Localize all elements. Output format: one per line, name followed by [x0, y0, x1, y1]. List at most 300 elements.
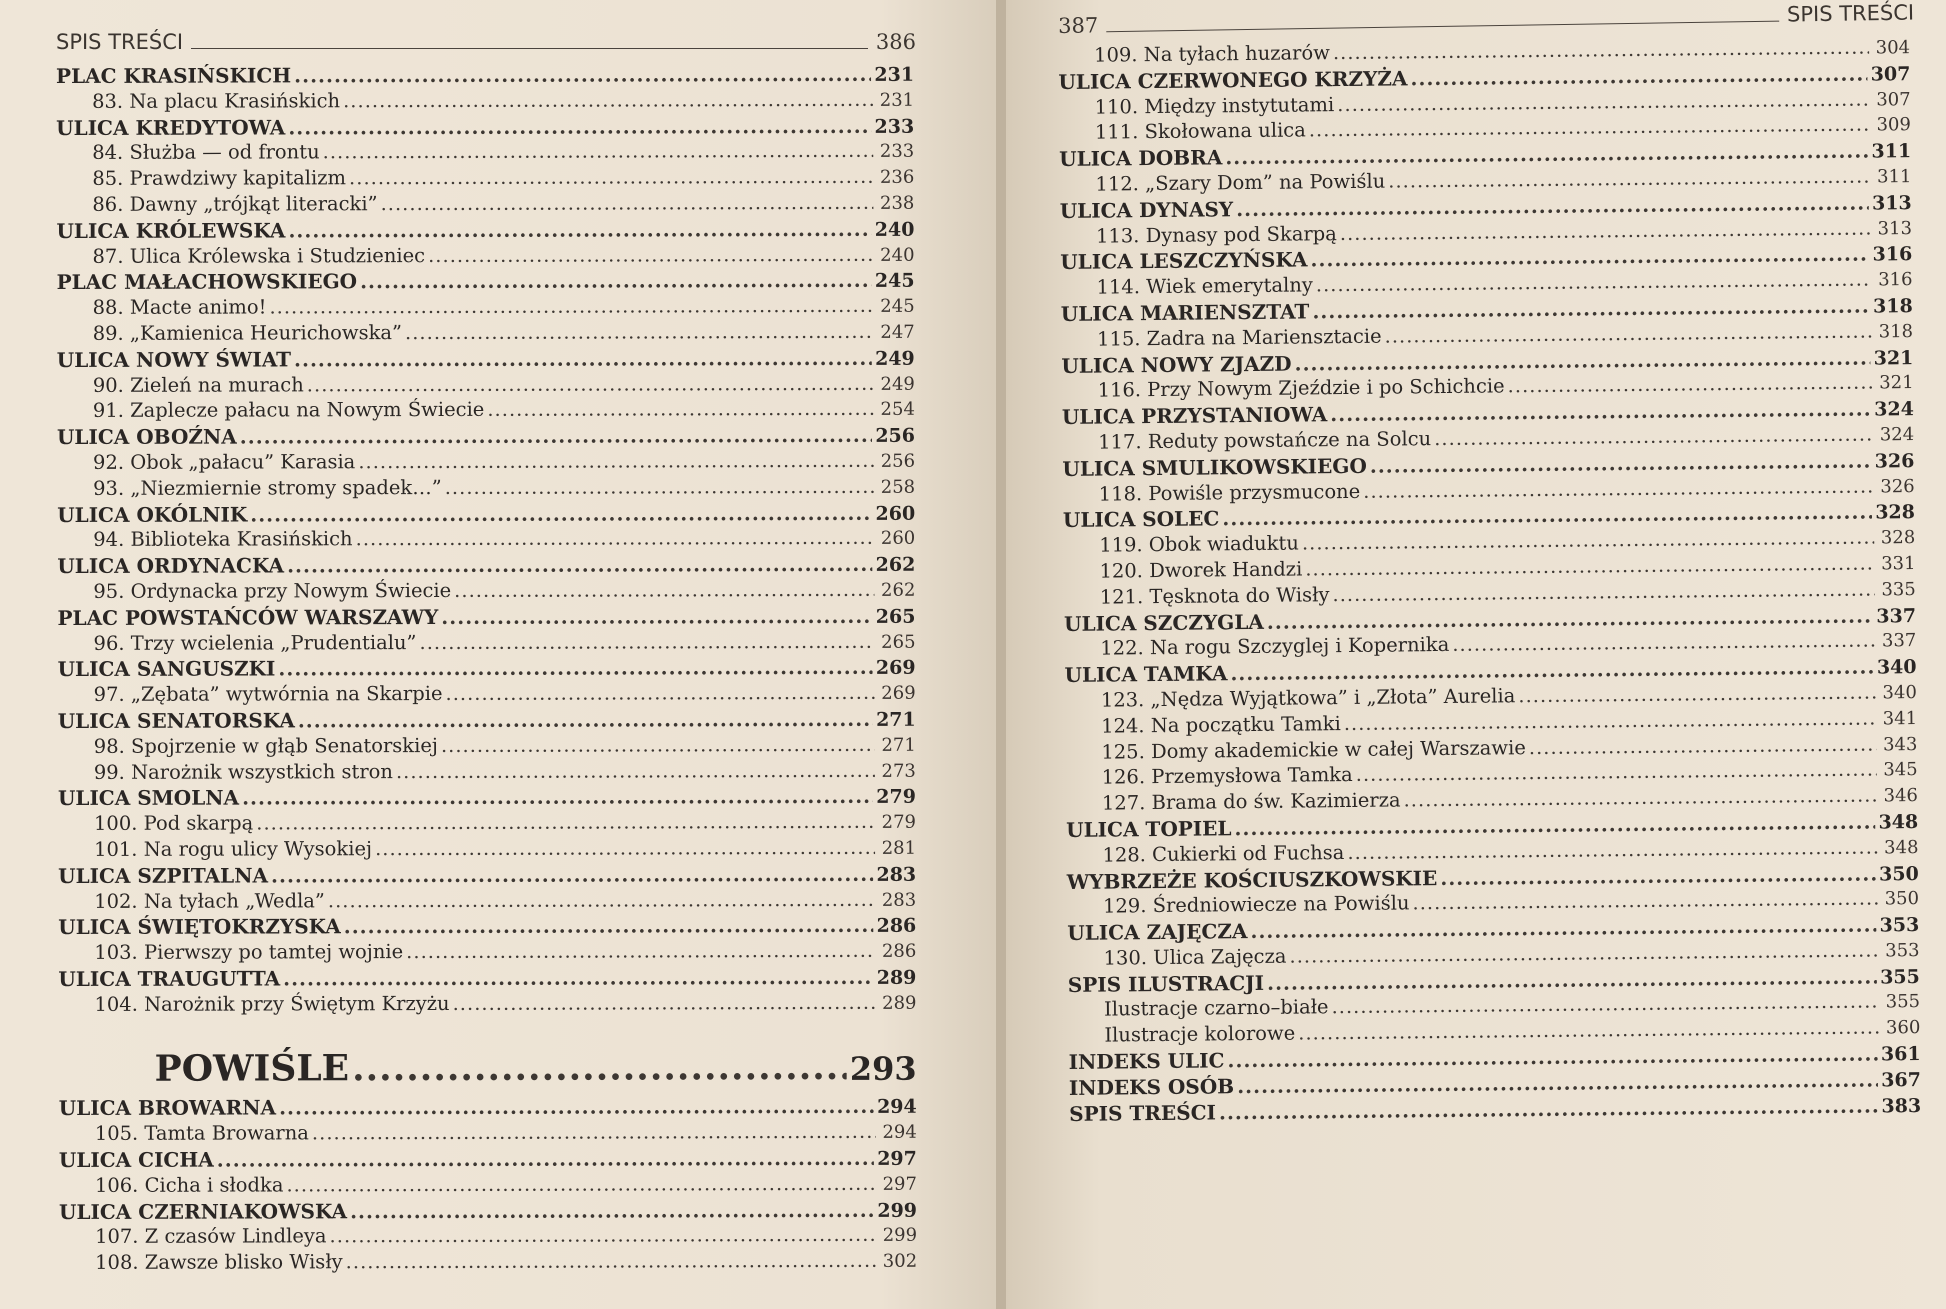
- toc-page-number: 345: [1883, 759, 1918, 781]
- toc-label: ULICA SENATORSKA: [57, 708, 295, 733]
- dot-leader: [356, 526, 875, 550]
- toc-label: Ilustracje czarno–białe: [1103, 995, 1329, 1022]
- toc-page-number: 353: [1879, 914, 1920, 937]
- toc-label: PLAC POWSTAŃCÓW WARSZAWY: [57, 604, 439, 630]
- dot-leader: [1518, 680, 1876, 707]
- toc-label: 98. Spojrzenie w głąb Senatorskiej: [93, 733, 438, 758]
- toc-page-number: 256: [875, 424, 916, 448]
- toc-section-row: [59, 1034, 917, 1090]
- toc-page-number: 328: [1880, 527, 1916, 549]
- toc-page-number: 286: [876, 915, 917, 938]
- toc-entry-row: [56, 191, 914, 219]
- toc-page-number: 260: [875, 502, 916, 525]
- toc-page-number: 249: [875, 347, 915, 370]
- toc-page-number: 279: [876, 786, 916, 809]
- toc-heading-row: [58, 655, 916, 683]
- toc-label: WYBRZEŻE KOŚCIUSZKOWSKIE: [1066, 865, 1438, 894]
- toc-entry-row: [57, 294, 915, 322]
- toc-page-number: 335: [1881, 578, 1916, 601]
- toc-label: PLAC KRASIŃSKICH: [56, 63, 292, 88]
- dot-leader: [242, 784, 873, 810]
- dot-leader: [1363, 474, 1874, 502]
- toc-entry-row: [57, 526, 915, 554]
- toc-page-number: 304: [1875, 37, 1911, 59]
- toc-label: Ilustracje kolorowe: [1104, 1021, 1296, 1047]
- dot-leader: [1356, 758, 1877, 786]
- toc-page-number: 353: [1885, 939, 1920, 962]
- toc-page-number: 309: [1876, 114, 1912, 136]
- toc-page-number: 269: [881, 682, 916, 704]
- dot-leader: [330, 1223, 877, 1247]
- toc-page-number: 311: [1876, 166, 1912, 188]
- toc-label: 101. Na rogu ulicy Wysokiej: [94, 837, 373, 861]
- toc-label: ULICA DYNASY: [1059, 196, 1234, 223]
- toc-label: 105. Tamta Browarna: [94, 1121, 309, 1146]
- toc-entry-row: [58, 887, 916, 915]
- toc-label: 129. Średniowiecze na Powiślu: [1102, 891, 1410, 918]
- toc-label: ULICA BROWARNA: [58, 1095, 277, 1121]
- toc-label: 121. Tęsknota do Wisły: [1099, 582, 1330, 609]
- toc-label: 119. Obok wiaduktu: [1099, 531, 1300, 557]
- toc-page-number: 383: [1881, 1094, 1922, 1118]
- dot-leader: [428, 242, 873, 266]
- toc-page-number: 271: [876, 708, 916, 731]
- toc-page-number: 231: [874, 63, 915, 86]
- toc-entry-row: [59, 1223, 917, 1251]
- toc-page-number: 283: [876, 863, 917, 886]
- toc-label: INDEKS ULIC: [1068, 1048, 1225, 1075]
- toc-label: 106. Cicha i słodka: [94, 1173, 284, 1197]
- toc-label: 96. Trzy wcielenia „Prudentialu”: [93, 630, 417, 655]
- toc-label: 122. Na rogu Szczyglej i Kopernika: [1100, 633, 1450, 660]
- toc-page-number: 326: [1880, 475, 1915, 497]
- toc-page-number: 289: [876, 966, 917, 989]
- toc-page-number: 271: [881, 734, 916, 756]
- toc-label: 102. Na tyłach „Wedla”: [94, 888, 325, 913]
- toc-heading-row: [57, 423, 915, 451]
- toc-page-number: 341: [1882, 707, 1918, 730]
- toc-label: 112. „Szary Dom” na Powiślu: [1095, 169, 1386, 196]
- toc-label: 87. Ulica Królewska i Studzieniec: [92, 243, 426, 268]
- toc-heading-row: [57, 268, 915, 296]
- toc-page-number: 293: [849, 1050, 917, 1089]
- toc-page-number: 350: [1878, 862, 1919, 885]
- dot-leader: [1316, 268, 1872, 297]
- toc-heading-row: [59, 1094, 917, 1122]
- toc-label: 91. Zaplecze pałacu na Nowym Świecie: [92, 398, 485, 423]
- toc-label: ULICA DOBRA: [1059, 145, 1223, 172]
- toc-page-number: 337: [1881, 630, 1917, 652]
- toc-label: PLAC MAŁACHOWSKIEGO: [56, 269, 358, 295]
- dot-leader: [1507, 371, 1872, 398]
- toc-entry-row: [58, 810, 916, 838]
- dot-leader: [1344, 706, 1877, 735]
- toc-page-number: 249: [880, 373, 915, 395]
- toc-entry-row: [59, 1120, 917, 1148]
- toc-page-number: 299: [882, 1225, 918, 1247]
- dot-leader: [1434, 422, 1873, 450]
- toc-label: 124. Na początku Tamki: [1101, 711, 1341, 738]
- toc-entry-row: [58, 732, 916, 760]
- toc-page-number: 240: [880, 244, 915, 266]
- left-header-title: SPIS TREŚCI: [56, 30, 184, 54]
- right-running-header: [1058, 1, 1914, 38]
- toc-page-number: 294: [882, 1122, 917, 1144]
- toc-page-number: 281: [881, 837, 917, 859]
- toc-label: ULICA SZPITALNA: [58, 863, 269, 888]
- dot-leader: [294, 62, 871, 88]
- toc-page-number: 258: [880, 476, 916, 498]
- dot-leader: [1289, 938, 1878, 967]
- toc-page-number: 337: [1876, 604, 1917, 627]
- toc-label: ULICA SMOLNA: [57, 785, 240, 811]
- toc-label: 107. Z czasów Lindleya: [95, 1224, 327, 1249]
- toc-label: ULICA LESZCZYŃSKA: [1060, 247, 1308, 275]
- toc-label: 128. Cukierki od Fuchsa: [1102, 840, 1345, 867]
- toc-entry-row: [58, 939, 916, 967]
- toc-entry-row: [57, 629, 915, 657]
- toc-label: 104. Narożnik przy Świętym Krzyżu: [94, 991, 450, 1016]
- header-rule: [191, 48, 868, 49]
- toc-entry-row: [59, 1172, 917, 1200]
- toc-page-number: 318: [1873, 295, 1913, 318]
- dot-leader: [1388, 164, 1870, 192]
- toc-label: ULICA NOWY ZJAZD: [1061, 351, 1292, 378]
- dot-leader: [381, 191, 874, 215]
- toc-label: POWIŚLE: [154, 1047, 350, 1091]
- left-running-header: [56, 30, 916, 54]
- toc-label: 116. Przy Nowym Zjeździe i po Schichcie: [1097, 374, 1505, 402]
- dot-leader: [343, 88, 873, 112]
- toc-page-number: 231: [879, 89, 915, 111]
- toc-entry-row: [57, 397, 915, 425]
- dot-leader: [1412, 887, 1878, 915]
- dot-leader: [453, 991, 876, 1015]
- toc-page-number: 240: [874, 218, 915, 241]
- toc-entry-row: [56, 88, 914, 116]
- toc-label: 115. Zadra na Mariensztacie: [1096, 324, 1382, 351]
- toc-page-number: 289: [882, 992, 917, 1014]
- toc-label: 84. Służba — od frontu: [92, 140, 320, 165]
- dot-leader: [1452, 629, 1875, 656]
- dot-leader: [323, 139, 874, 163]
- toc-page-number: 245: [880, 295, 915, 318]
- toc-page-number: 286: [881, 940, 917, 962]
- toc-page-number: 254: [880, 399, 915, 421]
- toc-page-number: 299: [877, 1199, 918, 1222]
- toc-label: 117. Reduty powstańcze na Solcu: [1098, 427, 1432, 454]
- toc-page-number: 307: [1876, 88, 1911, 111]
- toc-label: 97. „Zębata” wytwórnia na Skarpie: [93, 682, 443, 707]
- toc-label: 111. Skołowana ulica: [1094, 118, 1306, 145]
- toc-entry-row: [58, 758, 916, 786]
- toc-label: ULICA PRZYSTANIOWA: [1061, 402, 1328, 430]
- toc-label: ULICA OKÓLNIK: [57, 502, 248, 527]
- toc-label: ULICA ŚWIĘTOKRZYSKA: [58, 914, 341, 940]
- toc-label: ULICA MARIENSZTAT: [1060, 299, 1310, 326]
- dot-leader: [1370, 448, 1872, 477]
- toc-page-number: 316: [1878, 269, 1913, 291]
- toc-entry-row: [59, 1249, 917, 1277]
- toc-label: 114. Wiek emerytalny: [1096, 273, 1313, 299]
- toc-page-number: 355: [1885, 991, 1921, 1013]
- toc-heading-row: [59, 1197, 917, 1225]
- toc-page-number: 321: [1879, 372, 1914, 394]
- dot-leader: [396, 758, 875, 782]
- toc-page-number: 283: [881, 889, 917, 911]
- dot-leader: [269, 294, 873, 319]
- toc-page-number: 361: [1880, 1043, 1921, 1066]
- dot-leader: [405, 320, 874, 344]
- dot-leader: [256, 810, 875, 835]
- toc-label: 130. Ulica Zajęcza: [1103, 944, 1287, 970]
- toc-page-number: 233: [874, 115, 915, 138]
- toc-label: ULICA ZAJĘCZA: [1067, 919, 1248, 946]
- dot-leader: [1331, 990, 1879, 1019]
- toc-entry-row: [57, 475, 915, 503]
- dot-leader: [1440, 861, 1876, 890]
- toc-label: 123. „Nędza Wyjątkowa” i „Złota” Aurelia: [1100, 684, 1516, 712]
- dot-leader: [358, 449, 874, 473]
- toc-entry-row: [57, 578, 915, 606]
- toc-label: 118. Powiśle przysmucone: [1098, 479, 1361, 506]
- toc-page-number: 318: [1878, 320, 1914, 343]
- right-page-number: 387: [1058, 13, 1099, 38]
- dot-leader: [1529, 732, 1877, 759]
- toc-page-number: 265: [875, 605, 916, 628]
- dot-leader: [298, 707, 873, 733]
- dot-leader: [1298, 1016, 1879, 1045]
- toc-page-number: 269: [875, 657, 916, 680]
- toc-entry-row: [57, 371, 915, 399]
- toc-page-number: 326: [1874, 449, 1915, 473]
- dot-leader: [307, 371, 874, 395]
- toc-page-number: 260: [880, 528, 916, 550]
- toc-label: 100. Pod skarpą: [93, 811, 254, 836]
- dot-leader: [344, 913, 874, 938]
- toc-heading-row: [58, 861, 916, 889]
- toc-label: 99. Narożnik wszystkich stron: [93, 759, 393, 784]
- dot-leader: [1310, 242, 1869, 272]
- toc-page-number: 311: [1871, 140, 1912, 163]
- toc-label: ULICA SMULIKOWSKIEGO: [1062, 453, 1367, 481]
- toc-label: 94. Biblioteka Krasińskich: [93, 527, 353, 552]
- toc-page-number: 331: [1881, 552, 1916, 575]
- toc-page-number: 307: [1870, 62, 1911, 86]
- toc-label: ULICA TAMKA: [1064, 661, 1228, 688]
- toc-page-number: 236: [879, 166, 915, 189]
- toc-page-number: 279: [881, 811, 917, 833]
- toc-label: 126. Przemysłowa Tamka: [1101, 763, 1353, 789]
- toc-heading-row: [57, 603, 915, 631]
- toc-heading-row: [58, 784, 916, 812]
- dot-leader: [279, 1094, 874, 1120]
- toc-label: ULICA SOLEC: [1062, 506, 1220, 533]
- toc-entry-row: [56, 165, 914, 193]
- toc-label: 109. Na tyłach huzarów: [1093, 41, 1330, 67]
- dot-leader: [1410, 61, 1867, 90]
- dot-leader: [217, 1146, 875, 1172]
- right-page: [1006, 0, 1946, 1309]
- toc-heading-row: [59, 1146, 917, 1174]
- toc-page-number: 302: [882, 1251, 918, 1273]
- toc-page-number: 343: [1882, 733, 1918, 755]
- dot-leader: [240, 423, 873, 449]
- toc-label: SPIS TREŚCI: [1069, 1100, 1217, 1126]
- dot-leader: [406, 939, 875, 963]
- toc-heading-row: [58, 965, 916, 993]
- toc-label: 92. Obok „pałacu” Karasia: [93, 450, 356, 474]
- toc-entry-row: [58, 681, 916, 709]
- dot-leader: [1330, 397, 1871, 427]
- toc-page-number: 348: [1883, 836, 1919, 859]
- dot-leader: [288, 113, 871, 139]
- dot-leader: [1340, 216, 1871, 245]
- dot-leader: [1332, 577, 1875, 606]
- dot-leader: [1312, 293, 1870, 323]
- left-page-number: 386: [875, 30, 916, 54]
- toc-label: ULICA SZCZYGLA: [1063, 609, 1264, 636]
- dot-leader: [445, 681, 874, 705]
- toc-label: 90. Zieleń na murach: [92, 372, 304, 397]
- toc-page-number: 256: [880, 450, 916, 472]
- toc-label: 95. Ordynacka przy Nowym Świecie: [93, 578, 452, 603]
- toc-label: 125. Domy akademickie w całej Warszawie: [1101, 735, 1526, 764]
- toc-label: 93. „Niezmiernie stromy spadek…”: [93, 475, 442, 500]
- toc-heading-row: [57, 346, 915, 374]
- toc-heading-row: [58, 707, 916, 735]
- toc-heading-row: [56, 62, 914, 90]
- dot-leader: [1294, 345, 1870, 375]
- right-header-title: SPIS TREŚCI: [1786, 0, 1915, 27]
- dot-leader: [1384, 319, 1872, 347]
- toc-page-number: 348: [1878, 810, 1919, 834]
- toc-page-number: 265: [881, 631, 916, 653]
- dot-leader: [350, 1198, 874, 1223]
- toc-label: INDEKS OSÓB: [1068, 1074, 1235, 1100]
- dot-leader: [283, 965, 874, 991]
- toc-page-number: 245: [874, 270, 915, 293]
- toc-page-number: 233: [879, 141, 915, 163]
- toc-entry-row: [57, 320, 915, 348]
- toc-label: ULICA KRÓLEWSKA: [56, 218, 286, 243]
- dot-leader: [360, 268, 872, 293]
- toc-label: ULICA OBOŹNA: [56, 424, 237, 450]
- toc-page-number: 297: [882, 1173, 917, 1195]
- toc-page-number: 324: [1874, 398, 1914, 421]
- toc-label: ULICA TOPIEL: [1066, 816, 1232, 842]
- toc-heading-row: [57, 552, 915, 580]
- toc-page-number: 324: [1879, 424, 1915, 446]
- toc-label: ULICA SANGUSZKI: [57, 656, 276, 682]
- toc-page-number: 313: [1877, 217, 1913, 240]
- toc-label: 86. Dawny „trójkąt literacki”: [92, 192, 378, 216]
- toc-page-number: 313: [1871, 191, 1912, 215]
- dot-leader: [487, 397, 874, 421]
- toc-page-number: 247: [880, 321, 915, 343]
- toc-page-number: 346: [1883, 785, 1919, 807]
- dot-leader: [349, 165, 873, 189]
- dot-leader: [352, 1046, 847, 1089]
- dot-leader: [1305, 551, 1874, 580]
- toc-label: ULICA CZERWONEGO KRZYŻA: [1058, 66, 1408, 94]
- toc-label: ULICA CZERNIAKOWSKA: [58, 1198, 348, 1224]
- toc-page-number: 262: [875, 553, 916, 576]
- toc-heading-row: [56, 217, 914, 245]
- toc-page-number: 340: [1876, 656, 1917, 679]
- toc-page-number: 350: [1884, 888, 1920, 910]
- dot-leader: [1309, 113, 1870, 142]
- toc-page-number: 340: [1882, 681, 1917, 704]
- toc-page-number: 294: [877, 1096, 917, 1119]
- toc-page-number: 367: [1881, 1068, 1922, 1092]
- dot-leader: [375, 836, 875, 860]
- toc-entry-row: [56, 242, 914, 270]
- toc-entry-row: [57, 449, 915, 477]
- dot-leader: [294, 346, 872, 372]
- toc-label: 103. Pierwszy po tamtej wojnie: [94, 940, 404, 964]
- toc-page-number: 316: [1872, 243, 1913, 266]
- toc-page-number: 355: [1880, 965, 1920, 989]
- toc-label: 88. Macte animo!: [92, 295, 267, 320]
- dot-leader: [1333, 36, 1869, 65]
- toc-heading-row: [56, 113, 914, 141]
- dot-leader: [271, 862, 874, 888]
- toc-page-number: 297: [877, 1147, 917, 1170]
- toc-entry-row: [58, 990, 916, 1018]
- toc-label: SPIS ILUSTRACJI: [1067, 970, 1265, 997]
- dot-leader: [312, 1120, 876, 1144]
- toc-label: 108. Zawsze blisko Wisły: [95, 1250, 343, 1275]
- right-toc-list: [1058, 35, 1921, 1127]
- toc-label: ULICA TRAUGUTTA: [58, 966, 281, 991]
- toc-label: ULICA NOWY ŚWIAT: [56, 347, 292, 372]
- toc-page-number: 360: [1885, 1017, 1921, 1039]
- header-rule: [1106, 21, 1779, 33]
- dot-leader: [441, 733, 875, 757]
- dot-leader: [346, 1249, 877, 1273]
- dot-leader: [419, 629, 874, 653]
- dot-leader: [328, 887, 875, 911]
- dot-leader: [1347, 835, 1877, 864]
- toc-label: ULICA CICHA: [58, 1147, 214, 1173]
- dot-leader: [445, 475, 874, 499]
- dot-leader: [1302, 526, 1875, 555]
- toc-entry-row: [58, 836, 916, 864]
- toc-page-number: 321: [1873, 346, 1914, 370]
- toc-label: 83. Na placu Krasińskich: [92, 89, 341, 113]
- toc-label: ULICA ORDYNACKA: [57, 553, 285, 579]
- dot-leader: [1403, 784, 1877, 812]
- dot-leader: [250, 500, 872, 526]
- dot-leader: [1337, 87, 1870, 116]
- toc-label: 89. „Kamienica Heurichowska”: [92, 321, 403, 345]
- toc-label: 120. Dworek Handzi: [1099, 557, 1303, 583]
- dot-leader: [287, 552, 873, 578]
- toc-page-number: 273: [881, 760, 916, 782]
- dot-leader: [278, 655, 873, 681]
- left-toc-list: [56, 62, 917, 1277]
- toc-page-number: 238: [879, 192, 915, 214]
- toc-label: 85. Prawdziwy kapitalizm: [92, 166, 347, 191]
- dot-leader: [288, 217, 871, 243]
- toc-label: ULICA KREDYTOWA: [56, 114, 286, 140]
- toc-page-number: 328: [1875, 501, 1916, 524]
- dot-leader: [286, 1172, 876, 1197]
- toc-entry-row: [56, 139, 914, 167]
- toc-label: 127. Brama do św. Kazimierza: [1101, 788, 1401, 815]
- dot-leader: [454, 578, 874, 602]
